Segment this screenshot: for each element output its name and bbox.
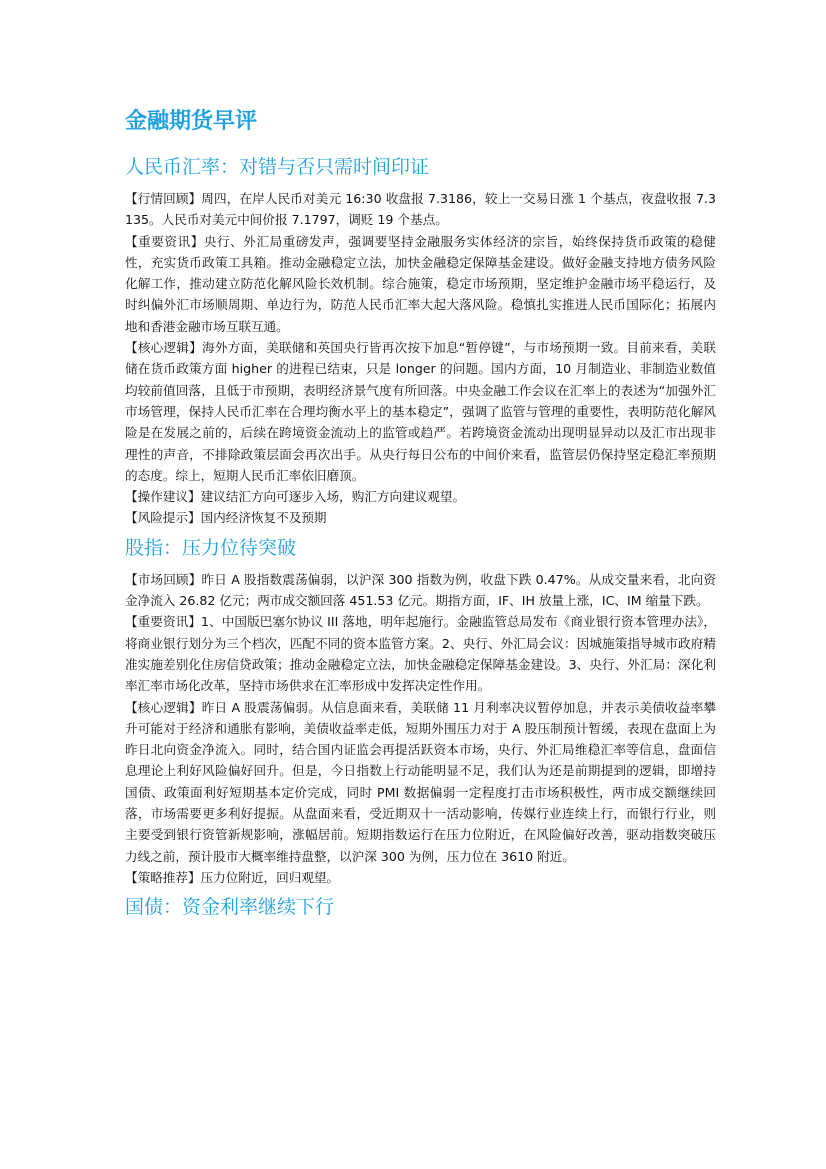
section-stock-index bbox=[125, 533, 716, 888]
paragraph bbox=[125, 188, 716, 231]
paragraph-tag: 【核心逻辑】 bbox=[125, 340, 203, 356]
paragraph-tag: 【风险提示】 bbox=[125, 510, 201, 526]
paragraph bbox=[125, 337, 716, 486]
paragraph bbox=[125, 867, 716, 888]
paragraph bbox=[125, 697, 716, 867]
paragraph-tag: 【行情回顾】 bbox=[125, 191, 202, 206]
paragraph-text: 昨日 A 股指数震荡偏弱，以沪深 300 指数为例，收盘下跌 0.47%。从成交量来看，北向资金净流入 26.82 亿元；两市成交额回落 451.53 亿元。期指方面，IF、IH 放量上涨，IC、IM 缩量下跌。 bbox=[125, 571, 716, 609]
section-title-stock-index: 股指：压力位待突破 bbox=[125, 536, 297, 559]
section-treasury bbox=[125, 892, 716, 922]
paragraph bbox=[125, 507, 716, 528]
paragraph bbox=[125, 486, 716, 507]
paragraph-text: 昨日 A 股震荡偏弱。从信息面来看，美联储 11 月利率决议暂停加息，并表示美债收益率攀升可能对于经济和通胀有影响，美债收益率走低，短期外围压力对于 A 股压制预计暂缓，表现在盘面上为昨日北向资金净流入。同时，结合国内证监会再提活跃资本市场，央行、外汇局维稳汇率等信息，盘面信息理论上利好风险偏好回升。但是，今日指数上行动能明显不足，我们认为还是前期提到的逻辑，即增持国债、政策面利好短期基本定价完成，同时 PMI 数据偏弱一定程度打击市场积极性，两市成交额继续回落，市场需要更多利好提振。从盘面来看，受近期双十一活动影响，传媒行业连续上行，而银行行业，则主要受到银行资管新规影响，涨幅居前。短期指数运行在压力位附近，在风险偏好改善，驱动指数突破压力线之前，预计股市大概率维持盘整，以沪深 300 为例，压力位在 3610 附近。 bbox=[125, 699, 717, 864]
paragraph-text: 海外方面，美联储和英国央行皆再次按下加息“暂停键”，与市场预期一致。目前来看，美联储在货币政策方面 higher 的进程已结束，只是 longer 的问题。国内方面，10 月制造业、非制造业数值均较前值回落，且低于市预期，表明经济景气度有所回落。中央金融工作会议在汇率上的表述为“加强外汇市场管理，保持人民币汇率在合理均衡水平上的基本稳定”，强调了监管与管理的重要性，表明防范化解风险是在发展之前的，后续在跨境资金流动上的监管或趋严。若跨境资金流动出现明显异动以及汇市出现非理性的声音，不排除政策层面会再次出手。从央行每日公布的中间价来看，监管层仍保持坚定稳汇率预期的态度。综上，短期人民币汇率依旧磨顶。 bbox=[125, 340, 716, 483]
paragraph-tag: 【核心逻辑】 bbox=[125, 699, 202, 715]
paragraph-text: 央行、外汇局重磅发声，强调要坚持金融服务实体经济的宗旨，始终保持货币政策的稳健性，充实货币政策工具箱。推动金融稳定立法，加快金融稳定保障基金建设。做好金融支持地方债务风险化解工作，推动建立防范化解风险长效机制。综合施策，稳定市场预期，坚定维护金融市场平稳运行，及时纠偏外汇市场顺周期、单边行为，防范人民币汇率大起大落风险。稳慎扎实推进人民币国际化；拓展内地和香港金融市场互联互通。 bbox=[125, 233, 717, 334]
paragraph-text: 1、中国版巴塞尔协议 III 落地，明年起施行。金融监管总局发布《商业银行资本管理办法》，将商业银行划分为三个档次，匹配不同的资本监管方案。2、央行、外汇局会议：因城施策指导城市政府精准实施差别化住房信贷政策；推动金融稳定立法，加快金融稳定保障基金建设。3、央行、外汇局：深化利率汇率市场化改革，坚持市场供求在汇率形成中发挥决定性作用。 bbox=[125, 614, 716, 694]
paragraph-text: 国内经济恢复不及预期 bbox=[200, 510, 327, 526]
paragraph-text: 建议结汇方向可逐步入场，购汇方向建议观望。 bbox=[200, 489, 466, 505]
paragraph bbox=[125, 611, 716, 696]
paragraph-tag: 【策略推荐】 bbox=[125, 869, 201, 885]
paragraph bbox=[125, 231, 716, 337]
section-rmb bbox=[125, 152, 716, 529]
section-title-treasury: 国债：资金利率继续下行 bbox=[125, 896, 335, 919]
page-title: 金融期货早评 bbox=[125, 109, 258, 134]
paragraph-tag: 【市场回顾】 bbox=[125, 571, 202, 587]
paragraph-tag: 【重要资讯】 bbox=[125, 233, 204, 249]
paragraph bbox=[125, 569, 716, 612]
paragraph-text: 压力位附近，回归观望。 bbox=[200, 869, 340, 885]
paragraph-text: 周四，在岸人民币对美元 16:30 收盘报 7.3186，较上一交易日涨 1 个基点，夜盘收报 7.3135。人民币对美元中间价报 7.1797，调贬 19 个基点。 bbox=[125, 191, 717, 228]
paragraph-tag: 【重要资讯】 bbox=[125, 614, 201, 630]
section-title-rmb: 人民币汇率：对错与否只需时间印证 bbox=[125, 156, 430, 178]
paragraph-tag: 【操作建议】 bbox=[125, 489, 201, 505]
